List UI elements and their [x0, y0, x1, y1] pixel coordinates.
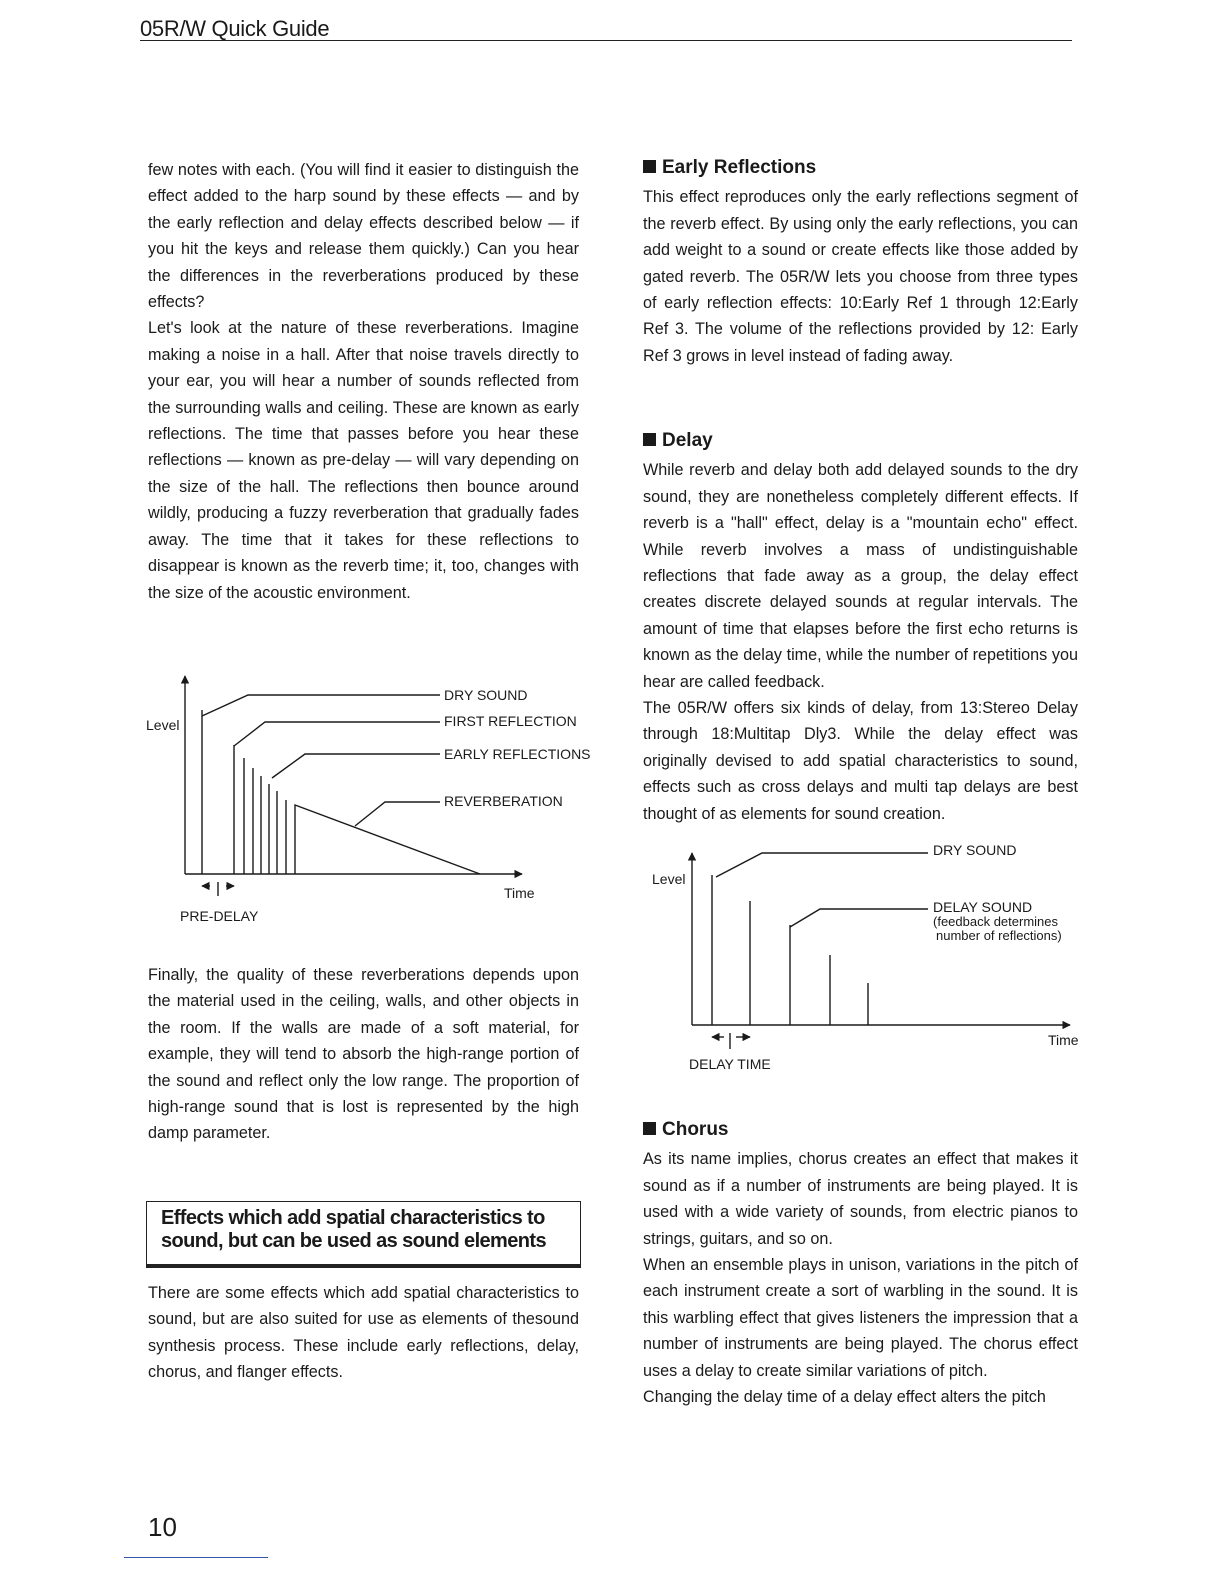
reverb-diagram — [140, 660, 600, 930]
chorus-heading: Chorus — [643, 1117, 1078, 1143]
left-column-intro — [148, 157, 579, 606]
section-chorus — [643, 1117, 1078, 1410]
paragraph-reverb-nature: Let's look at the nature of these reverberations. Imagine making a noise in a hall. After that noise travels directly to your ear, you will hear a number of sounds reflected from the surrounding walls and ceiling. These are known as early reflections. The time that passes before you hear these reflections — known as pre-delay — will vary depending on the size of the hall. The reflections then bounce around wildly, producing a fuzzy reverberation that gradually fades away. The time that it takes for these reflections to disappear is known as the reverb time; it, too, changes with the size of the acoustic environment. — [148, 319, 579, 602]
delay-label-dry: DRY SOUND — [933, 842, 1017, 858]
early-reflections-text: This effect reproduces only the early reflections segment of the reverb effect. By using only the early reflections, you can add weight to a sound or create effects like those added by gated reverb. The 05R/W lets you choose from three types of early reflection effects: 10:Early Ref 1 through 12:Early Ref 3. The volume of the reflections provided by 12: Early Ref 3 grows in level instead of fading away. — [643, 188, 1078, 365]
delay-diagram — [640, 835, 1090, 1080]
section-heading-box — [146, 1201, 581, 1265]
boxed-heading-line2: sound, but can be used as sound elements — [161, 1230, 546, 1252]
reverb-label-early: EARLY REFLECTIONS — [444, 746, 591, 762]
page-number: 10 — [148, 1512, 177, 1542]
reverb-label-predelay: PRE-DELAY — [180, 908, 259, 924]
bullet-square-icon — [643, 1122, 656, 1135]
section-delay — [643, 428, 1078, 827]
box-shadow-rule — [146, 1265, 581, 1268]
reverb-label-first: FIRST REFLECTION — [444, 713, 577, 729]
bullet-square-icon — [643, 160, 656, 173]
leader-dry — [202, 695, 440, 716]
reverb-label-reverb: REVERBERATION — [444, 793, 563, 809]
left-column-spatial — [148, 1280, 579, 1386]
chorus-paragraph-2: When an ensemble plays in unison, variations in the pitch of each instrument create a sort of warbling in the sound. It is this warbling effect that gives listeners the impression that a number of instruments are being played. The chorus effect uses a delay to create similar variations of pitch. — [643, 1256, 1078, 1380]
delay-label-feedback-1: (feedback determines — [933, 914, 1059, 929]
header-rule — [140, 40, 1072, 41]
page-header-title: 05R/W Quick Guide — [140, 16, 330, 41]
delay-label-delay-time: DELAY TIME — [689, 1056, 771, 1072]
delay-label-delay: DELAY SOUND — [933, 899, 1033, 915]
delay-x-label: Time — [1048, 1032, 1079, 1048]
paragraph-harp-effects: few notes with each. (You will find it easier to distinguish the effect added to the harp sound by these effects — and by the early reflection and delay effects described below — if you hit the keys and release them quickly.) Can you hear the differences in the reverberations produced by these effects? — [148, 161, 579, 312]
early-reflections-heading: Early Reflections — [643, 155, 1078, 181]
reverb-y-label: Level — [146, 717, 180, 733]
reverb-label-dry: DRY SOUND — [444, 687, 528, 703]
delay-paragraph-1: While reverb and delay both add delayed sounds to the dry sound, they are nonetheless completely different effects. If reverb is a "hall" effect, delay is a "mountain echo" effect. While reverb involves a mass of undistinguishable reflections that fade away as a group, the delay effect creates discrete delayed sounds at regular intervals. The amount of time that elapses before the first echo returns is known as the delay time, while the number of repetitions you hear are called feedback. — [643, 461, 1078, 691]
delay-label-feedback-2: number of reflections) — [936, 928, 1062, 943]
bullet-square-icon — [643, 433, 656, 446]
chorus-paragraph-1: As its name implies, chorus creates an effect that makes it sound as if a number of instruments are being played. It is used with a wide variety of sounds, from electric pianos to strings, guitars, and so on. — [643, 1150, 1078, 1248]
delay-leader-echo — [790, 909, 928, 927]
paragraph-reverb-quality: Finally, the quality of these reverberations depends upon the material used in the ceiling, walls, and other objects in the room. If the walls are made of a soft material, for example, they will tend to absorb the high-range portion of the sound and reflect only the low range. The proportion of high-range sound that is lost is represented by the high damp parameter. — [148, 966, 579, 1143]
leader-first — [234, 722, 440, 746]
chorus-paragraph-3: Changing the delay time of a delay effect alters the pitch — [643, 1388, 1046, 1407]
delay-heading: Delay — [643, 428, 1078, 454]
reverb-tail — [295, 805, 480, 874]
footer-rule — [124, 1557, 268, 1558]
delay-leader-dry — [716, 853, 928, 877]
reverb-x-label: Time — [504, 885, 535, 901]
section-early-reflections — [643, 155, 1078, 369]
delay-paragraph-2: The 05R/W offers six kinds of delay, from 13:Stereo Delay through 18:Multitap Dly3. While the delay effect was originally devised to add spatial characteristics to sound, effects such as cross delays and multi tap delays are best thought of as elements for sound creation. — [643, 699, 1078, 823]
delay-y-label: Level — [652, 871, 686, 887]
paragraph-spatial-effects: There are some effects which add spatial characteristics to sound, but are also suited for use as elements of thesound synthesis process. These include early reflections, delay, chorus, and flanger effects. — [148, 1284, 579, 1382]
leader-reverb — [355, 802, 440, 826]
leader-early — [272, 754, 440, 778]
boxed-heading-line1: Effects which add spatial characteristics to — [161, 1207, 545, 1229]
left-column-quality — [148, 962, 579, 1147]
